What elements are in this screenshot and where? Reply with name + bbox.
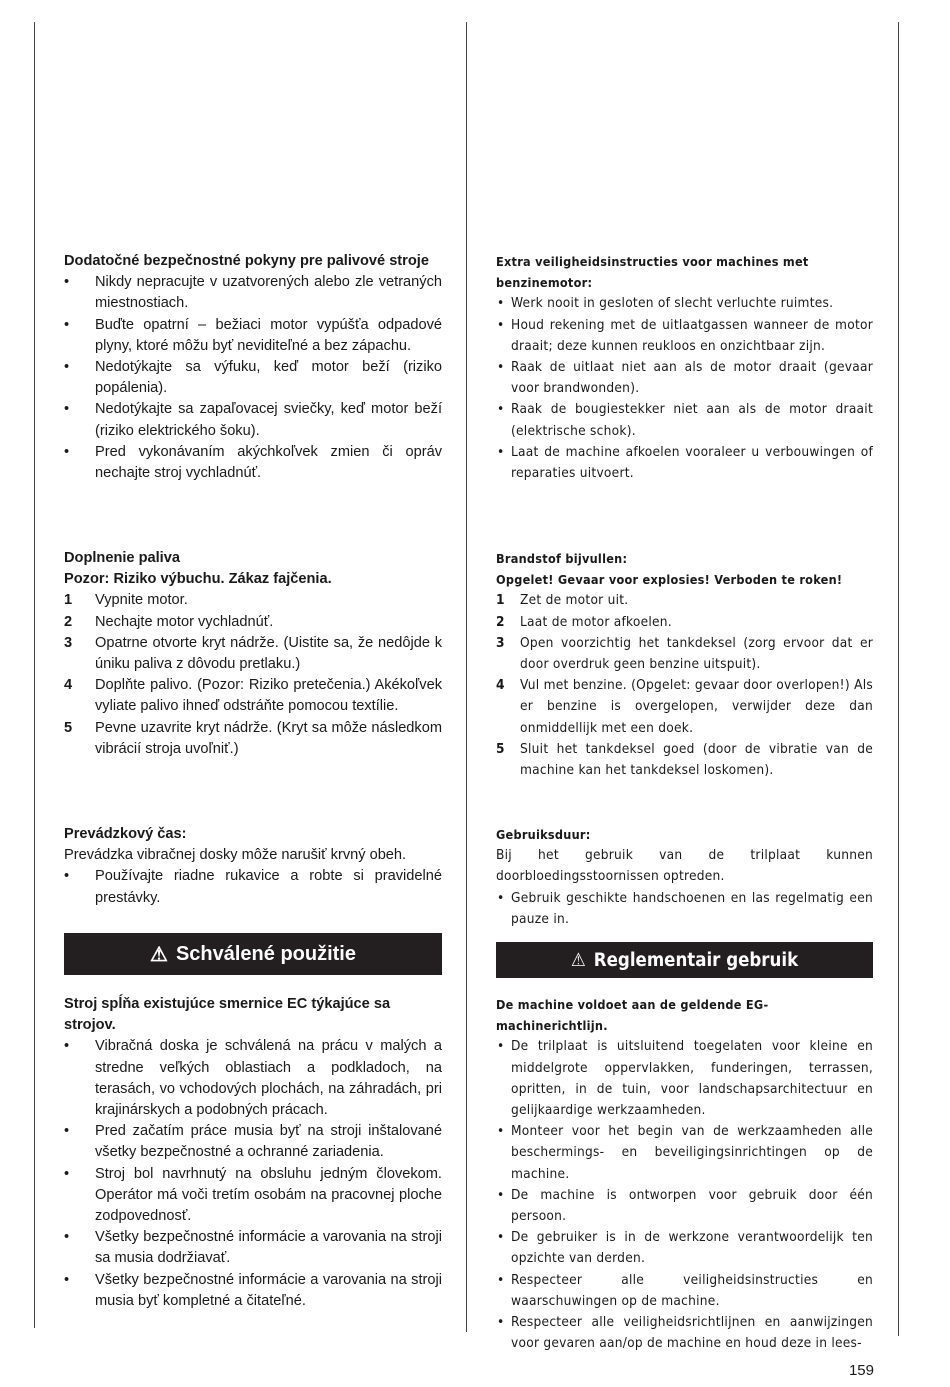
list-item: • Všetky bezpečnostné informácie a varovania na stroji musia byť kompletné a čitateľné. [64,1271,442,1309]
list-item: • Vibračná doska je schválená na prácu v malých a stredne veľkých oblastiach a podkladoch, na terasách, vo vchodových plochách, na záhradách, pri krajinárskych a podobných prácach. [64,1038,442,1119]
list-item: • Nedotýkajte sa výfuku, keď motor beží (riziko popálenia). [64,359,442,397]
list-item: • Všetky bezpečnostné informácie a varovania na stroji sa musia dodržiavať. [64,1229,442,1267]
sk-operating-time-text: Prevádzka vibračnej dosky môže narušiť krvný obeh. [64,847,407,864]
sk-operating-time-section [64,824,442,909]
sk-refuel-title: Doplnenie paliva [64,550,180,566]
list-item: • De machine is ontworpen voor gebruik door één persoon. [497,1186,873,1225]
nl-operating-time-list [496,888,873,930]
sk-refuel-warning: Pozor: Riziko výbuchu. Zákaz fajčenia. [64,571,332,588]
sk-intended-use-banner [64,933,442,975]
list-item: 4 Vul met benzine. (Opgelet: gevaar door overlopen!) Als er benzine is overgelopen, verwijder deze dan onmiddellijk met een doek. [496,677,873,736]
list-item: • Respecteer alle veiligheidsrichtlijnen en aanwijzingen voor gevaren aan/op de machine en houd deze in lees- [497,1314,873,1352]
list-item: • Používajte riadne rukavice a robte si pravidelné prestávky. [64,868,442,906]
nl-intended-use-section [496,994,873,1354]
sk-intended-use-section [64,994,442,1312]
list-item: • Gebruik geschikte handschoenen en las regelmatig een pauze in. [497,889,873,927]
list-item: 3 Opatrne otvorte kryt nádrže. (Uistite sa, že nedôjde k úniku paliva z dôvodu pretlaku.) [64,634,442,673]
sk-operating-time-title: Prevádzkový čas: [64,826,187,842]
list-item: • Nikdy nepracujte v uzatvorených alebo zle vetraných miestnostiach. [64,274,442,312]
sk-operating-time-list [64,866,442,908]
center-column-rule [466,22,467,1332]
page-number: 159 [848,1362,874,1379]
nl-fuel-safety-title: Extra veiligheidsinstructies voor machines met benzinemotor: [496,254,809,291]
nl-intended-use-heading: Reglementair gebruik [593,949,799,971]
left-margin-rule [34,22,35,1328]
sk-fuel-safety-section [64,251,442,484]
nl-operating-time-text: Bij het gebruik van de trilplaat kunnen doorbloedingsstoornissen optreden. [496,847,873,885]
warning-icon: ⚠ [150,943,168,966]
list-item: • Houd rekening met de uitlaatgassen wanneer de motor draait; deze kunnen reukloos en onzichtbaar zijn. [497,316,873,354]
list-item: • De trilplaat is uitsluitend toegelaten voor kleine en middelgrote oppervlakken, funderingen, terrassen, opritten, in de tuin, voor landschapsarchitectuur en gelijkaardige werkzaamheden. [497,1038,873,1119]
nl-refuel-title: Brandstof bijvullen: [496,551,628,566]
list-item: 1 Zet de motor uit. [496,592,629,609]
list-item: • Respecteer alle veiligheidsinstructies en waarschuwingen op de machine. [497,1271,873,1309]
sk-fuel-safety-title: Dodatočné bezpečnostné pokyny pre palivové stroje [64,253,429,269]
nl-intended-use-banner [496,942,873,978]
list-item: 1 Vypnite motor. [64,592,188,609]
list-item: 2 Nechajte motor vychladnúť. [64,613,274,630]
nl-directive-statement: De machine voldoet aan de geldende EG-machinerichtlijn. [496,997,769,1034]
list-item: 5 Sluit het tankdeksel goed (door de vibratie van de machine kan het tankdeksel loskomen). [496,740,873,779]
list-item: 5 Pevne uzavrite kryt nádrže. (Kryt sa môže následkom vibrácií stroja uvoľniť.) [64,719,442,757]
list-item: • Pred vykonávaním akýchkoľvek zmien či opráv nechajte stroj vychladnúť. [64,443,442,482]
list-item: 3 Open voorzichtig het tankdeksel (zorg ervoor dat er door overdruk geen benzine uitspuit). [496,634,873,673]
list-item: • Nedotýkajte sa zapaľovacej sviečky, keď motor beží (riziko elektrického šoku). [64,401,442,439]
nl-refuel-steps [496,590,873,781]
nl-intended-use-list [496,1036,873,1354]
nl-refuel-warning: Opgelet! Gevaar voor explosies! Verboden te roken! [496,572,843,588]
list-item: 2 Laat de motor afkoelen. [496,613,672,630]
sk-directive-statement: Stroj spĺňa existujúce smernice EC týkajúce sa strojov. [64,996,391,1034]
list-item: • Raak de uitlaat niet aan als de motor draait (gevaar voor brandwonden). [497,359,873,397]
list-item: • Laat de machine afkoelen vooraleer u verbouwingen of reparaties uitvoert. [497,443,873,482]
list-item: • Monteer voor het begin van de werkzaamheden alle beschermings- en beveiligingsinrichtingen op de machine. [497,1123,873,1182]
sk-refuel-steps [64,590,442,760]
list-item: • Pred začatím práce musia byť na stroji inštalované všetky bezpečnostné a ochranné zariadenia. [64,1123,442,1161]
sk-intended-use-list [64,1036,442,1312]
warning-icon: ⚠ [570,949,586,971]
list-item: • Werk nooit in gesloten of slecht verluchte ruimtes. [497,295,834,312]
sk-refuel-section [64,548,442,760]
nl-operating-time-title: Gebruiksduur: [496,827,591,842]
list-item: • Raak de bougiestekker niet aan als de motor draait (elektrische schok). [497,401,873,439]
nl-refuel-section [496,548,873,781]
list-item: • Stroj bol navrhnutý na obsluhu jedným človekom. Operátor má voči tretím osobám na pracovnej ploche zodpovednosť. [64,1165,442,1225]
list-item: 4 Doplňte palivo. (Pozor: Riziko pretečenia.) Akékoľvek vyliate palivo ihneď odstráňte pomocou textílie. [64,677,442,715]
nl-operating-time-section [496,824,873,930]
sk-fuel-safety-list [64,272,442,484]
sk-intended-use-heading: Schválené použitie [175,942,356,965]
list-item: • Buďte opatrní – bežiaci motor vypúšťa odpadové plyny, ktoré môžu byť neviditeľné a bez zápachu. [64,316,442,354]
list-item: • De gebruiker is in de werkzone verantwoordelijk ten opzichte van derden. [497,1229,873,1267]
nl-fuel-safety-section [496,251,873,484]
nl-fuel-safety-list [496,293,873,484]
right-margin-rule [898,22,899,1336]
